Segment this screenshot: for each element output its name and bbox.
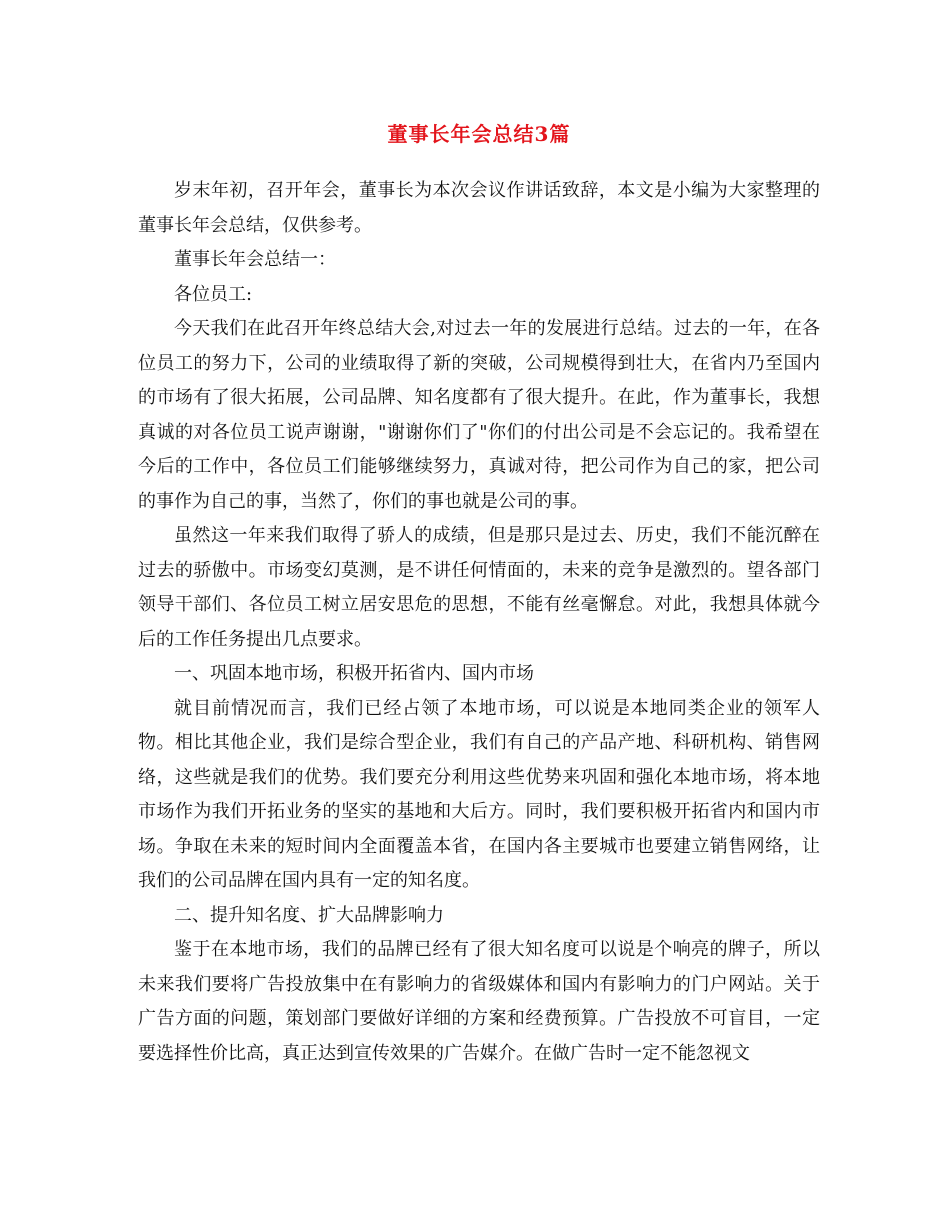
paragraph-brand: 鉴于在本地市场，我们的品牌已经有了很大知名度可以说是个响亮的牌子，所以未来我们要将广告投放集中在有影响力的省级媒体和国内有影响力的门户网站。关于广告方面的问题，策划部门要做好详细的方案和经费预算。广告投放不可盲目，一定要选择性价比高，真正达到宣传效果的广告媒介。在做广告时一定不能忽视文 — [138, 939, 820, 1064]
paragraph-review: 今天我们在此召开年终总结大会,对过去一年的发展进行总结。过去的一年，在各位员工的努力下，公司的业绩取得了新的突破，公司规模得到壮大，在省内乃至国内的市场有了很大拓展，公司品牌、知名度都有了很大提升。在此，作为董事长，我想真诚的对各位员工说声谢谢，"谢谢你们了"你们的付出公司是不会忘记的。我希望在今后的工作中，各位员工们能够继续努力，真诚对待，把公司作为自己的家，把公司的事作为自己的事，当然了，你们的事也就是公司的事。 — [138, 318, 820, 512]
paragraph-caution: 虽然这一年来我们取得了骄人的成绩，但是那只是过去、历史，我们不能沉醉在过去的骄傲中。市场变幻莫测，是不讲任何情面的，未来的竞争是激烈的。望各部门领导干部们、各位员工树立居安思危的思想，不能有丝毫懈怠。对此，我想具体就今后的工作任务提出几点要求。 — [138, 525, 820, 650]
section-heading-2: 二、提升知名度、扩大品牌影响力 — [174, 904, 444, 926]
salutation: 各位员工: — [174, 283, 253, 305]
paragraph-market: 就目前情况而言，我们已经占领了本地市场，可以说是本地同类企业的领军人物。相比其他企业，我们是综合型企业，我们有自己的产品产地、科研机构、销售网络，这些就是我们的优势。我们要充分利用这些优势来巩固和强化本地市场，将本地市场作为我们开拓业务的坚实的基地和大后方。同时，我们要积极开拓省内和国内市场。争取在未来的短时间内全面覆盖本省，在国内各主要城市也要建立销售网络，让我们的公司品牌在国内具有一定的知名度。 — [138, 697, 820, 891]
section-heading-1: 一、巩固本地市场，积极开拓省内、国内市场 — [174, 663, 534, 684]
paragraph-intro: 岁末年初，召开年会，董事长为本次会议作讲话致辞，本文是小编为大家整理的董事长年会总结，仅供参考。 — [138, 180, 820, 236]
document-title: 董事长年会总结3篇 — [387, 122, 571, 146]
document-body — [138, 174, 820, 1071]
section-heading-summary-one: 董事长年会总结一： — [174, 249, 336, 270]
